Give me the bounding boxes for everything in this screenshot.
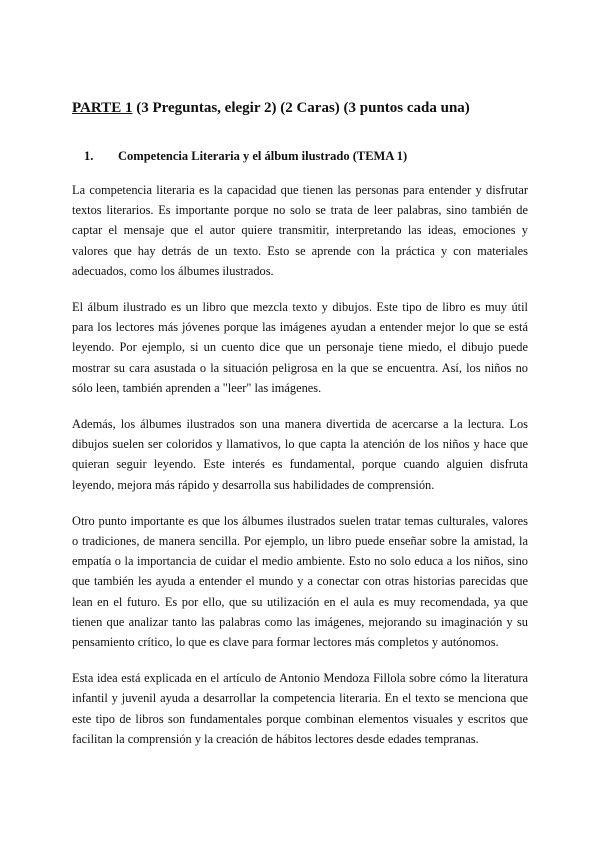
paragraph-3: Además, los álbumes ilustrados son una manera divertida de acercarse a la lectura. Los dibujos suelen ser coloridos y llamativos, lo que capta la atención de los niños y hace que quieran seguir leyendo. Este interés es fundamental, porque cuando alguien disfruta leyendo, mejora más rápido y desarrolla sus habilidades de comprensión. bbox=[72, 417, 528, 492]
paragraph-4: Otro punto importante es que los álbumes ilustrados suelen tratar temas culturales, valores o tradiciones, de manera sencilla. Por ejemplo, un libro puede enseñar sobre la amistad, la empatía o la importancia de cuidar el medio ambiente. Esto no solo educa a los niños, sino que también les ayuda a entender el mundo y a conectar con otras historias parecidas que lean en el futuro. Es por ello, que su utilización en el aula es muy recomendada, ya que tienen que analizar tanto las palabras como las imágenes, mejorando su imaginación y su pensamiento crítico, lo que es clave para formar lectores más completos y autónomos. bbox=[72, 513, 528, 650]
part-label: PARTE 1 bbox=[72, 100, 133, 116]
section-heading bbox=[84, 148, 528, 164]
part-details: (3 Preguntas, elegir 2) (2 Caras) (3 puntos cada una) bbox=[132, 100, 470, 116]
part-title bbox=[72, 98, 528, 118]
paragraph-1: La competencia literaria es la capacidad que tienen las personas para entender y disfrutar textos literarios. Es importante porque no solo se trata de leer palabras, sino también de captar el mensaje que el autor quiere transmitir, interpretando las ideas, emociones y valores que hay detrás de un texto. Esto se aprende con la práctica y con materiales adecuados, como los álbumes ilustrados. bbox=[72, 183, 528, 278]
section-title: Competencia Literaria y el álbum ilustrado (TEMA 1) bbox=[118, 149, 408, 163]
paragraph-5: Esta idea está explicada en el artículo de Antonio Mendoza Fillola sobre cómo la literatura infantil y juvenil ayuda a desarrollar la competencia literaria. En el texto se menciona que este tipo de libros son fundamentales porque combinan elementos visuales y escritos que facilitan la comprensión y la creación de hábitos lectores desde edades tempranas. bbox=[72, 671, 528, 746]
section-number: 1. bbox=[84, 149, 94, 163]
paragraph-2: El álbum ilustrado es un libro que mezcla texto y dibujos. Este tipo de libro es muy útil para los lectores más jóvenes porque las imágenes ayudan a entender mejor lo que se está leyendo. Por ejemplo, si un cuento dice que un personaje tiene miedo, el dibujo puede mostrar su cara asustada o la situación peligrosa en la que se encuentra. Así, los niños no sólo leen, también aprenden a "leer" las imágenes. bbox=[72, 300, 528, 395]
